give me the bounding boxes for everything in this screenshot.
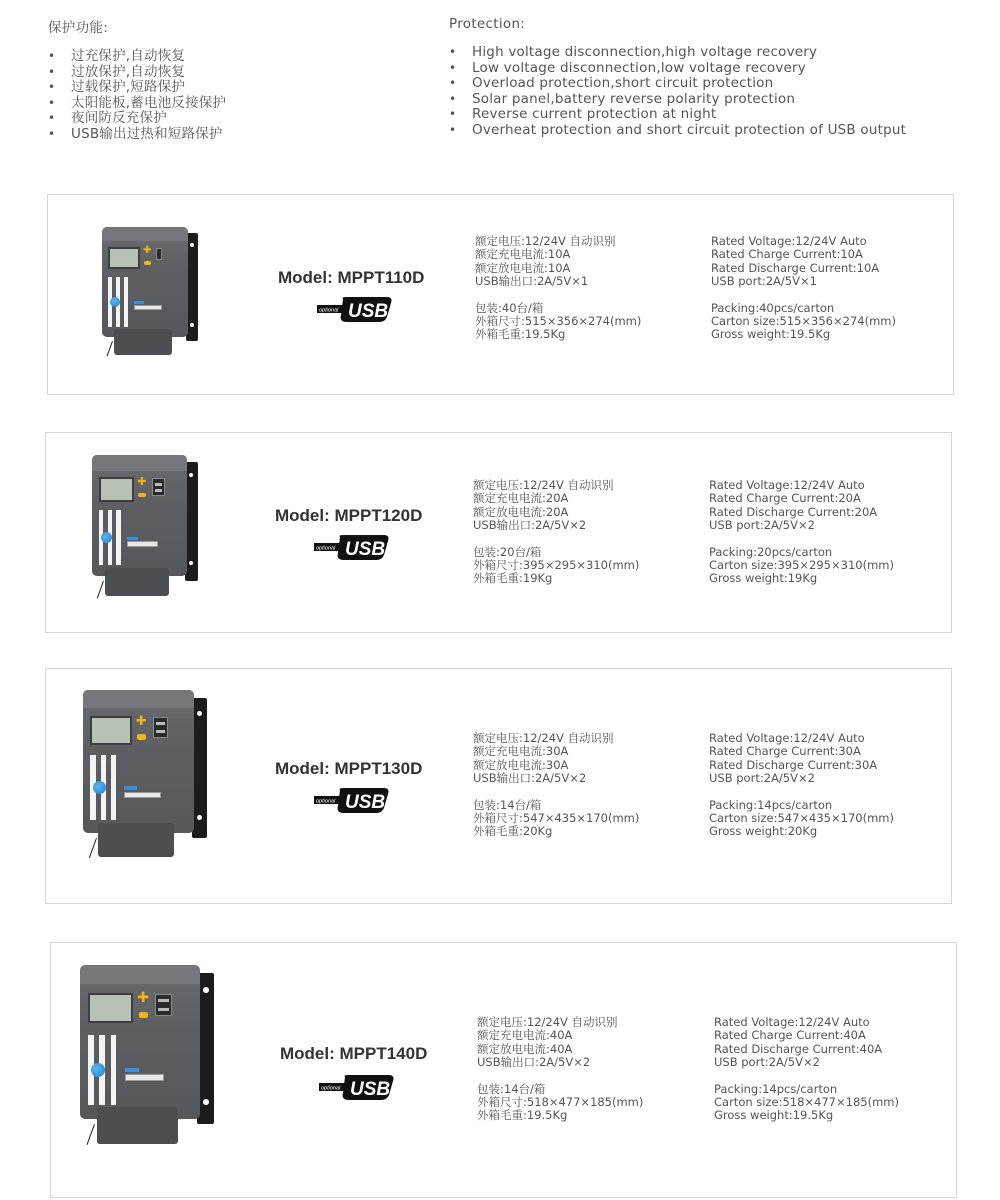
protection-cn-item: • 过载保护,短路保护 — [48, 80, 428, 96]
terminal-cover — [114, 329, 172, 355]
solar-controller-label — [124, 792, 160, 799]
spec-usb: USB port:2A/5V×2 — [709, 771, 815, 786]
svg-text:optional: optional — [321, 1085, 341, 1092]
usb-optional-icon — [317, 295, 393, 323]
spec-discharge-current: Rated Discharge Current:10A — [711, 260, 880, 275]
spec-rated-voltage: Rated Voltage:12/24V Auto — [714, 1015, 870, 1029]
spec-gross-weight: Gross weight:19Kg — [709, 571, 818, 586]
spec-discharge-current: Rated Discharge Current:20A — [709, 504, 878, 519]
lcd-screen-icon — [88, 993, 133, 1024]
spec-charge-current: 额定充电电流:30A — [473, 744, 569, 759]
protection-cn-list — [48, 49, 428, 142]
solar-controller-label — [134, 305, 162, 310]
svg-text:USB: USB — [348, 301, 389, 322]
model-name: Model: MPPT130D — [275, 759, 423, 778]
minus-button-icon — [139, 1012, 149, 1018]
protection-cn-title: 保护功能: — [48, 20, 109, 36]
minus-button-icon — [138, 493, 146, 497]
spec-usb: USB port:2A/5V×2 — [709, 518, 815, 533]
svg-text:optional: optional — [316, 798, 336, 805]
spec-charge-current: Rated Charge Current:40A — [714, 1028, 866, 1043]
spec-en — [709, 732, 894, 839]
protection-cn-item: • 过充保护,自动恢复 — [48, 49, 428, 65]
spec-carton-size: 外箱尺寸:395×295×310(mm) — [473, 558, 640, 573]
spec-packing: Packing:14pcs/carton — [714, 1081, 838, 1096]
spec-rated-voltage: Rated Voltage:12/24V Auto — [709, 731, 865, 745]
cable — [86, 1124, 95, 1145]
usb-port-icon — [153, 717, 169, 738]
spec-packing: 包装:14台/箱 — [477, 1081, 546, 1096]
spec-en — [709, 479, 894, 586]
terminal-cover — [105, 568, 169, 597]
spec-en — [711, 235, 896, 342]
spec-cn — [473, 479, 639, 586]
svg-text:USB: USB — [350, 1079, 391, 1100]
mounting-bracket — [192, 698, 208, 838]
protection-cn-item: • 过放保护,自动恢复 — [48, 65, 428, 81]
lcd-screen-icon — [108, 247, 140, 269]
spec-discharge-current: Rated Discharge Current:40A — [714, 1041, 883, 1056]
model-name: Model: MPPT120D — [275, 506, 423, 525]
spec-usb: USB输出口:2A/5V×2 — [473, 518, 587, 533]
spec-charge-current: 额定充电电流:40A — [477, 1028, 573, 1043]
protection-en-item: • Reverse current protection at night — [449, 107, 989, 123]
usb-port-icon — [156, 248, 162, 260]
spec-charge-current: Rated Charge Current:20A — [709, 491, 861, 506]
spec-gross-weight: 外箱毛重:19.5Kg — [475, 327, 566, 342]
cable — [107, 341, 113, 356]
protection-cn-item: • 夜间防反充保护 — [48, 111, 428, 127]
blue-knob-icon — [91, 1063, 105, 1077]
plus-button-icon: ✚ — [137, 990, 149, 1007]
terminal-cover — [98, 823, 173, 857]
protection-en-item: • High voltage disconnection,high voltage recovery — [449, 45, 989, 61]
spec-packing: 包装:20台/箱 — [473, 544, 542, 559]
spec-gross-weight: Gross weight:20Kg — [709, 824, 818, 839]
spec-packing: Packing:20pcs/carton — [709, 544, 833, 559]
spec-charge-current: 额定充电电流:20A — [473, 491, 569, 506]
spec-discharge-current: 额定放电电流:40A — [477, 1041, 573, 1056]
spec-carton-size: Carton size:395×295×310(mm) — [709, 558, 894, 573]
cable — [97, 581, 104, 598]
plus-button-icon: ✚ — [135, 713, 147, 729]
spec-discharge-current: Rated Discharge Current:30A — [709, 757, 878, 772]
model-name: Model: MPPT110D — [278, 268, 425, 287]
protection-en-section — [449, 16, 989, 138]
product-image — [80, 685, 223, 867]
spec-cn — [475, 235, 641, 342]
solar-controller-label — [127, 541, 158, 547]
product-card — [50, 942, 957, 1198]
usb-optional-icon — [314, 786, 390, 814]
spec-rated-voltage: 额定电压:12/24V 自动识别 — [473, 478, 614, 492]
protection-en-title: Protection: — [449, 16, 526, 32]
protection-en-item: • Low voltage disconnection,low voltage recovery — [449, 61, 989, 77]
spec-packing: Packing:40pcs/carton — [711, 300, 835, 315]
spec-packing: 包装:14台/箱 — [473, 797, 542, 812]
product-image — [77, 959, 231, 1155]
spec-rated-voltage: 额定电压:12/24V 自动识别 — [473, 731, 614, 745]
spec-discharge-current: 额定放电电流:20A — [473, 504, 569, 519]
svg-text:optional: optional — [316, 545, 336, 552]
spec-packing: Packing:14pcs/carton — [709, 797, 833, 812]
spec-rated-voltage: 额定电压:12/24V 自动识别 — [477, 1015, 618, 1029]
spec-carton-size: 外箱尺寸:515×356×274(mm) — [475, 314, 642, 329]
usb-optional-icon — [314, 533, 390, 561]
protection-cn-section — [48, 16, 428, 142]
spec-charge-current: Rated Charge Current:10A — [711, 247, 863, 262]
spec-charge-current: Rated Charge Current:30A — [709, 744, 861, 759]
cable — [88, 838, 96, 858]
spec-packing: 包装:40台/箱 — [475, 300, 544, 315]
usb-optional-icon — [319, 1073, 395, 1101]
spec-gross-weight: 外箱毛重:19Kg — [473, 571, 553, 586]
product-card — [45, 668, 952, 904]
controller-body — [92, 455, 187, 576]
lcd-screen-icon — [99, 477, 134, 501]
protection-cn-item: • USB输出过热和短路保护 — [48, 127, 428, 143]
usb-port-icon — [155, 994, 172, 1016]
spec-carton-size: Carton size:547×435×170(mm) — [709, 811, 894, 826]
spec-usb: USB port:2A/5V×2 — [714, 1055, 820, 1070]
model-name: Model: MPPT140D — [280, 1044, 428, 1063]
solar-controller-label — [125, 1074, 164, 1081]
minus-button-icon — [144, 261, 151, 265]
svg-text:USB: USB — [345, 792, 386, 813]
protection-en-item: • Overheat protection and short circuit protection of USB output — [449, 123, 989, 139]
protection-en-item: • Solar panel,battery reverse polarity protection — [449, 92, 989, 108]
protection-en-list — [449, 45, 989, 138]
spec-gross-weight: Gross weight:19.5Kg — [714, 1108, 834, 1123]
minus-button-icon — [137, 734, 146, 739]
protection-en-item: • Overload protection,short circuit protection — [449, 76, 989, 92]
plus-button-icon: ✚ — [143, 245, 152, 256]
spec-charge-current: 额定充电电流:10A — [475, 247, 571, 262]
spec-usb: USB输出口:2A/5V×2 — [477, 1055, 591, 1070]
spec-rated-voltage: Rated Voltage:12/24V Auto — [711, 234, 867, 248]
product-card — [45, 432, 952, 633]
controller-body — [80, 965, 200, 1119]
spec-carton-size: 外箱尺寸:547×435×170(mm) — [473, 811, 640, 826]
usb-port-icon — [152, 478, 165, 496]
spec-cn — [477, 1016, 643, 1123]
product-card — [47, 194, 954, 395]
terminal-cover — [97, 1107, 178, 1143]
spec-cn — [473, 732, 639, 839]
lcd-screen-icon — [90, 716, 132, 745]
blue-knob-icon — [110, 297, 120, 307]
controller-body — [102, 227, 188, 337]
spec-usb: USB输出口:2A/5V×2 — [473, 771, 587, 786]
svg-text:optional: optional — [319, 307, 339, 314]
spec-discharge-current: 额定放电电流:30A — [473, 757, 569, 772]
spec-en — [714, 1016, 899, 1123]
protection-cn-item: • 太阳能板,蓄电池反接保护 — [48, 96, 428, 112]
spec-usb: USB port:2A/5V×1 — [711, 274, 817, 289]
svg-text:USB: USB — [345, 539, 386, 560]
spec-discharge-current: 额定放电电流:10A — [475, 260, 571, 275]
spec-gross-weight: 外箱毛重:19.5Kg — [477, 1108, 568, 1123]
spec-carton-size: Carton size:515×356×274(mm) — [711, 314, 896, 329]
plus-button-icon: ✚ — [137, 475, 147, 489]
product-image — [90, 451, 211, 605]
spec-carton-size: 外箱尺寸:518×477×185(mm) — [477, 1095, 644, 1110]
spec-carton-size: Carton size:518×477×185(mm) — [714, 1095, 899, 1110]
spec-rated-voltage: Rated Voltage:12/24V Auto — [709, 478, 865, 492]
product-image — [100, 223, 210, 363]
spec-gross-weight: Gross weight:19.5Kg — [711, 327, 831, 342]
spec-rated-voltage: 额定电压:12/24V 自动识别 — [475, 234, 616, 248]
spec-usb: USB输出口:2A/5V×1 — [475, 274, 589, 289]
controller-body — [83, 690, 195, 833]
spec-gross-weight: 外箱毛重:20Kg — [473, 824, 553, 839]
